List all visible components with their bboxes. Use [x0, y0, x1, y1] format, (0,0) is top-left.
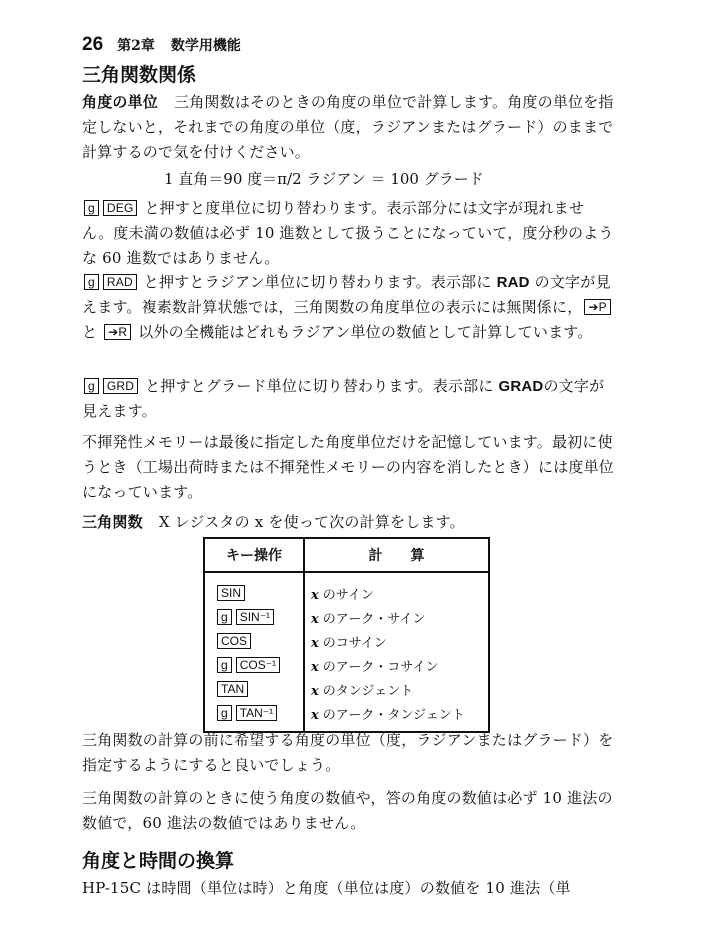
cos-key: COS — [217, 633, 251, 649]
running-head — [82, 34, 241, 56]
row-desc: のアーク・コサイン — [322, 659, 439, 675]
paragraph-memory: 不揮発性メモリーは最後に指定した角度単位だけを記憶しています。最初に使うとき（工場出荷時または不揮発性メモリーの内容を消したとき）には度単位になっています。 — [82, 433, 615, 501]
trig-key-table — [203, 537, 490, 733]
to-rect-key: ➔R — [104, 324, 131, 340]
g-key: g — [217, 657, 232, 673]
paragraph-decimal-note: 三角関数の計算のときに使う角度の数値や，答の角度の数値は必ず 10 進法の数値で，60 進法の数値ではありません。 — [82, 789, 613, 832]
rad-text-4: 以外の全機能はどれもラジアン単位の数値として計算しています。 — [138, 323, 593, 341]
table-row — [204, 629, 489, 653]
table-row — [204, 572, 489, 605]
arccos-key: COS⁻¹ — [236, 657, 280, 673]
x-variable: x — [311, 683, 319, 699]
arctan-key: TAN⁻¹ — [236, 705, 277, 721]
g-key: g — [84, 378, 99, 394]
right-angle-formula: 1 直角＝90 度＝π/2 ラジアン ＝ 100 グラード — [164, 170, 484, 188]
paragraph-grd — [82, 374, 614, 424]
col-header-key: キー操作 — [204, 538, 304, 572]
x-variable: x — [311, 659, 319, 675]
g-key: g — [217, 705, 232, 721]
grad-indicator: GRAD — [498, 378, 544, 395]
col-header-calc: 計 算 — [304, 538, 489, 572]
table-row — [204, 653, 489, 677]
row-desc: のサイン — [322, 587, 374, 603]
paragraph-deg — [82, 196, 614, 271]
sin-key: SIN — [217, 585, 245, 601]
row-desc: のアーク・タンジェント — [322, 707, 465, 723]
table-row — [204, 677, 489, 701]
rad-text-3: と — [82, 323, 98, 341]
grd-text-2: の文字が見えます。 — [82, 377, 605, 420]
trig-text: X レジスタの x を使って次の計算をします。 — [158, 513, 465, 531]
g-key: g — [84, 200, 99, 216]
g-key: g — [84, 274, 99, 290]
table-row — [204, 605, 489, 629]
angle-unit-text: 三角関数はそのときの角度の単位で計算します。角度の単位を指定しないと，それまでの角度の単位（度，ラジアンまたはグラード）のままで計算するので気を付けください。 — [82, 93, 614, 161]
section-title-conversion: 角度と時間の換算 — [82, 850, 235, 872]
chapter-number: 第2章 — [117, 38, 155, 54]
paragraph-hp15c: HP-15C は時間（単位は時）と角度（単位は度）の数値を 10 進法（単 — [82, 879, 571, 897]
to-polar-key: ➔P — [584, 299, 610, 315]
x-variable: x — [311, 707, 319, 723]
chapter-title: 数学用機能 — [170, 38, 241, 54]
paragraph-angle-unit — [82, 90, 614, 165]
trig-lead: 三角関数 — [82, 513, 143, 531]
angle-unit-lead: 角度の単位 — [82, 93, 159, 111]
deg-key: DEG — [103, 200, 138, 216]
section-title-trig: 三角関数関係 — [82, 64, 197, 86]
tan-key: TAN — [217, 681, 248, 697]
g-key: g — [217, 609, 232, 625]
row-desc: のコサイン — [322, 635, 387, 651]
page-number: 26 — [82, 34, 104, 55]
rad-key: RAD — [103, 274, 137, 290]
grd-key: GRD — [103, 378, 138, 394]
grd-text-1: と押すとグラード単位に切り替わります。表示部に — [145, 377, 494, 395]
x-variable: x — [311, 635, 319, 651]
row-desc: のタンジェント — [322, 683, 414, 699]
paragraph-rad — [82, 270, 614, 345]
rad-text-2: の文字が見えます。複素数計算状態では，三角関数の角度単位の表示には無関係に， — [82, 273, 611, 316]
paragraph-before-calc: 三角関数の計算の前に希望する角度の単位（度，ラジアンまたはグラード）を指定するようにすると良いでしょう。 — [82, 731, 614, 774]
row-desc: のアーク・サイン — [322, 611, 426, 627]
deg-text: と押すと度単位に切り替わります。表示部分には文字が現れません。度未満の数値は必ず 10 進数として扱うことになっていて，度分秒のような 60 進数ではありません。 — [82, 199, 614, 267]
x-variable: x — [311, 611, 319, 627]
rad-indicator: RAD — [496, 274, 530, 291]
rad-text-1: と押すとラジアン単位に切り替わります。表示部に — [143, 273, 492, 291]
arcsin-key: SIN⁻¹ — [236, 609, 274, 625]
x-variable: x — [311, 587, 319, 603]
paragraph-trig-intro — [82, 510, 614, 535]
